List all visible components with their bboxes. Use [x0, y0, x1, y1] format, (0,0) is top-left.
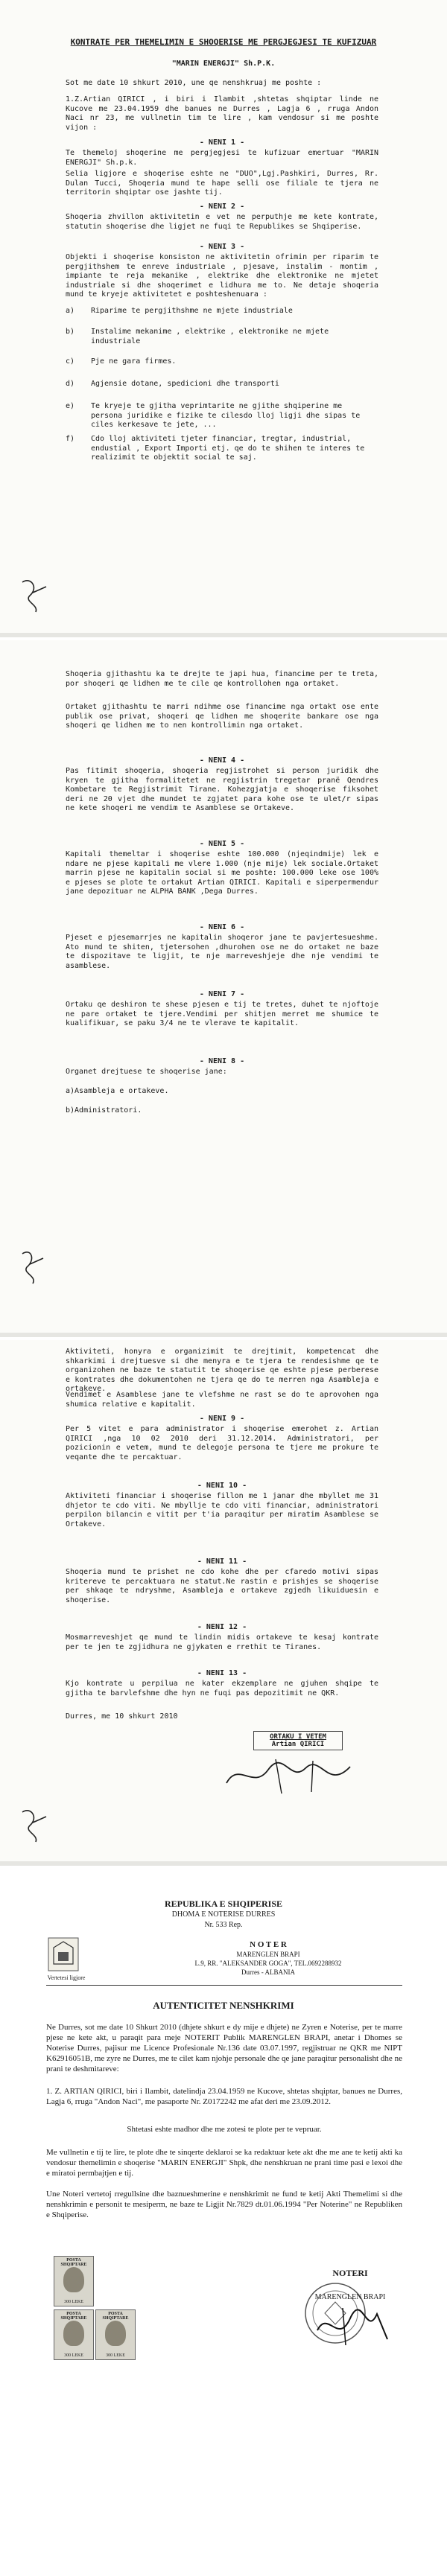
contract-page-2	[0, 640, 447, 1333]
signatory-role: ORTAKU I VETEM	[270, 1733, 326, 1741]
article-heading: - NENI 9 -	[199, 1415, 245, 1423]
notary-paragraph: Me vullnetin e tij te lire, te plote dhe te sinqerte deklaroi se ka redaktuar kete akt dhe me ane te ketij akti ka vendosur themelimin e shoqerise "MARIN ENERGJI" Shpk, dhe nenshkruan ne prani time pasi e lexoi dhe e miratoi permbajtjen e tij.	[46, 2148, 402, 2178]
article-heading: - NENI 11 -	[197, 1558, 247, 1566]
organ-item: a)Asambleja e ortakeve.	[66, 1087, 169, 1095]
list-item: c) Pje ne gara firmes.	[66, 357, 177, 366]
notary-office-title: N O T E R	[250, 1940, 287, 1949]
organ-item: b)Administratori.	[66, 1106, 142, 1115]
stamp-value: 300 LEKE	[64, 2300, 83, 2304]
article-heading: - NENI 7 -	[199, 990, 245, 998]
stamp-value: 300 LEKE	[64, 2353, 83, 2358]
notary-paragraph: Ne Durres, sot me date 10 Shkurt 2010 (dhjete shkurt e dy mije e dhjete) ne Zyren e Noterise, per te marre pjese ne kete akt, u paraqit para meje NOTERIT Publik MARENGLEN BRAPI, anetar i Dhomes se Noterise Durres, pajisur me Licence Profesionale Nr.136 date 03.07.1997, regjistruar ne QKR me NIPT K62916051B, me zyre ne Durres, me te cilet kam njohje personale dhe qe jane paraqitur personalisht dhe ne prani te deshmitareve:	[46, 2023, 402, 2073]
article-heading: - NENI 4 -	[199, 756, 245, 765]
notary-page	[0, 1869, 447, 2576]
contract-page-1	[0, 0, 447, 633]
list-item: d) Agjensie dotane, spedicioni dhe transporti	[66, 380, 279, 388]
page-divider	[0, 1861, 447, 1866]
intro-text: Sot me date 10 shkurt 2010, une qe nenshkruaj me poshte :	[66, 79, 322, 87]
notary-seal-title: NOTERI	[332, 2268, 368, 2278]
article-text: Organet drejtuese te shoqerise jane:	[66, 1068, 227, 1076]
stamp-value: 300 LEKE	[106, 2353, 125, 2358]
article-heading: - NENI 13 -	[197, 1669, 247, 1677]
article-text: Objekti i shoqerise konsiston ne aktivitetin ofrimin per riparim te pergjithshem te enreve industriale , pjesave, instalim - montim , impiante te reja mekanike , elektrike dhe elektronike ne mjetet industriale si dhe shoqerimet e lidhura me to. Ne detaje shoqeria mund te kryeje aktivitetet e poshteshenuara :	[66, 253, 378, 299]
vertetesi-label: Vertetesi ligjore	[47, 1974, 86, 1981]
article-text: Kjo kontrate u perpilua ne kater ekzemplare ne gjuhen shqipe te gjitha te barvlefshme dhe hyn ne fuqi pas depozitimit ne QKR.	[66, 1680, 378, 1697]
stamp-label: POSTA SHQIPTARE	[60, 2258, 87, 2267]
article-text: Shoqeria zhvillon aktivitetin e vet ne perputhje me kete kontrate, statutin shoqerise dhe ligjet ne fuqi te Republikes se Shqiperise.	[66, 213, 378, 231]
list-item: b) Instalime mekanime , elektrike , elektronike ne mjete industriale	[66, 328, 329, 345]
stamp-portrait-icon	[63, 2321, 84, 2346]
notary-seal-name: MARENGLEN BRAPI	[314, 2293, 386, 2301]
article-text: Per 5 vitet e para administrator i shoqerise emerohet z. Artian QIRICI ,nga 10 02 2010 deri 31.12.2014. Administratori, per pozicionin e vetem, mund te delegoje persona te tjere me prokure te veqante dhe te percaktuar.	[66, 1425, 378, 1461]
article-heading: - NENI 12 -	[197, 1623, 247, 1631]
article-text: Mosmarreveshjet qe mund te lindin midis ortakeve te kesaj kontrate per te jen te zgjidhura ne gjykaten e rrethit te Tiranes.	[66, 1633, 378, 1651]
notary-paragraph: Une Noteri vertetoj rregullsine dhe baznueshmerine e nenshkrimit ne fund te ketij Akti Themelimi si dhe nenshkrimin e personit te mesiperm, ne baze te Ligjit Nr.7829 dt.01.06.1994 "Per Noterine" ne Republiken e Shqiperise.	[46, 2190, 402, 2219]
initials-signature	[15, 1243, 52, 1288]
contract-title: KONTRATE PER THEMELIMIN E SHOQERISE ME PERGJEGJESI TE KUFIZUAR	[70, 37, 377, 47]
founder-signature	[224, 1753, 358, 1798]
article-heading: - NENI 8 -	[199, 1057, 245, 1065]
signatory-name: Artian QIRICI	[271, 1741, 325, 1748]
notary-city: Durres - ALBANIA	[241, 1968, 295, 1976]
list-item: f) Cdo lloj aktiviteti tjeter financiar, tregtar, industrial, endustial , Export Importi etj. qe do te shihen te interes te realizimit te objektit social te saj.	[66, 435, 365, 462]
notary-address: L.9, RR. "ALEKSANDER GOGA", TEL.0692288932	[194, 1960, 342, 1967]
paragraph: Vendimet e Asamblese jane te vlefshme ne rast se do te aprovohen nga shumica relative e kapitalit.	[66, 1391, 378, 1409]
paragraph: Shoqeria gjithashtu ka te drejte te japi hua, financime per te treta, por shoqeri qe lidhen me te cile qe kontrollohen nga ortaket.	[66, 670, 378, 688]
article-text: Pjeset e pjesemarrjes ne kapitalin shoqeror jane te pavjertesueshme. Ato mund te shiten, tjetersohen ,dhurohen ose ne do ortaket ne baze te dispozitave te ligjit, te nje marreveshjeje dhe nje vendimi te asamblese.	[66, 934, 378, 970]
republic-title: REPUBLIKA E SHQIPERISE	[164, 1898, 283, 1909]
repertory-number: Nr. 533 Rep.	[204, 1921, 243, 1929]
revenue-stamp	[54, 2256, 94, 2306]
article-text: Shoqeria mund te prishet ne cdo kohe dhe per cfaredo motivi sipas kritereve te percaktuara ne statut.Ne rastin e prishjes se shoqerise per shkaqe te ndryshme, Asambleja e ortakeve zgjedh likuiduesin e shoqerise.	[66, 1568, 378, 1604]
notary-signature	[313, 2301, 395, 2353]
article-heading: - NENI 3 -	[199, 243, 245, 251]
initials-signature	[16, 573, 54, 618]
article-text: Aktiviteti financiar i shoqerise fillon me 1 janar dhe mbyllet me 31 dhjetor te cdo viti. Ne mbyllje te cdo viti financiar, administratori perpilon bilancin e vitit per t'ia paraqitur per miratim Asamblese se Ortakeve.	[66, 1492, 378, 1528]
article-heading: - NENI 1 -	[199, 138, 245, 147]
article-heading: - NENI 2 -	[199, 203, 245, 211]
contract-page-3	[0, 1340, 447, 1861]
article-text: Kapitali themeltar i shoqerise eshte 100.000 (njeqindmije) lek e ndare ne pjese kapitali me vlere 1.000 (nje mije) lek sociale.Ortaket marrin pjese ne kapitalin social si me poshte: 100.000 leke ose 100% e pjeses se plote te ortakut Artian QIRICI. Kapitali e siperpermendur jane depozituar ne ALPHA BANK ,Dega Durres.	[66, 850, 378, 896]
article-text: Selia ligjore e shoqerise eshte ne "DUO",Lgj.Pashkiri, Durres, Rr. Dulan Tucci, Shoqeria mund te hape selli ose filiale te tjera ne territorin shqiptar ose jashte tij.	[66, 170, 378, 197]
stamp-portrait-icon	[63, 2267, 84, 2292]
paragraph: Aktiviteti, honyra e organizimit te drejtimit, kompetencat dhe shkarkimi i drejtuesve si dhe menyra e te tjera te rendesishme qe te organizohen ne baze te statutit te shoqerise qe eshte pjese perberese e kontrates dhe dokumentohen ne tjera qe do te merren nga Asambleja e ortakeve.	[66, 1348, 378, 1393]
capacity-statement: Shtetasi eshte madhor dhe me zotesi te plote per te vepruar.	[127, 2125, 322, 2134]
list-item: e) Te kryeje te gjitha veprimtarite ne gjithe shqiperine me persona juridike e fizike te cilesdo lloj ligji dhe sipas te ciles kerkesave te jete, ...	[66, 402, 361, 429]
company-name: "MARIN ENERGJI" Sh.P.K.	[171, 60, 276, 68]
article-text: Ortaku qe deshiron te shese pjesen e tij te tretes, duhet te njoftoje ne pare ortaket te tjere.Vendimi per shitjen merret me shumice te kualifikuar, se paku 3/4 ne te vlerave te kapitalit.	[66, 1001, 378, 1027]
stamp-portrait-icon	[105, 2321, 126, 2346]
article-heading: - NENI 6 -	[199, 923, 245, 931]
article-heading: - NENI 5 -	[199, 840, 245, 848]
place-date: Durres, me 10 shkurt 2010	[66, 1712, 178, 1721]
initials-signature	[16, 1802, 54, 1846]
header-divider	[46, 1985, 402, 1986]
stamp-label: POSTA SHQIPTARE	[60, 2312, 87, 2321]
notary-emblem-icon	[46, 1936, 80, 1973]
paragraph: Ortaket gjithashtu te marri ndihme ose financime nga ortakt ose ente publik ose privat, shoqeri qe lidhen me shoqerite bankare ose nga shoqeri qe lidhen me to nen kontrollimin nga ortaket.	[66, 703, 378, 730]
article-text: Te themeloj shoqerine me pergjegjesi te kufizuar emertuar "MARIN ENERGJI" Sh.p.k.	[66, 149, 378, 167]
article-heading: - NENI 10 -	[197, 1482, 247, 1490]
list-item: a) Riparime te pergjithshme ne mjete industriale	[66, 307, 293, 315]
stamp-label: POSTA SHQIPTARE	[102, 2312, 129, 2321]
authenticity-title: AUTENTICITET NENSHKRIMI	[153, 2000, 294, 2011]
person-details: 1. Z. ARTIAN QIRICI, biri i Ilambit, datelindja 23.04.1959 ne Kucove, shtetas shqiptar, banues ne Durres, Lagja 6, rruga "Andon Naci", me pasaporte Nr. Z0172242 me afat deri me 23.09.2012.	[46, 2087, 402, 2106]
page-divider	[0, 1333, 447, 1337]
revenue-stamp	[95, 2309, 136, 2360]
revenue-stamp	[54, 2309, 94, 2360]
notary-name: MARENGLEN BRAPI	[236, 1951, 300, 1958]
page-divider	[0, 633, 447, 637]
chamber-title: DHOMA E NOTERISE DURRES	[171, 1910, 276, 1919]
founder-text: 1.Z.Artian QIRICI , i biri i Ilambit ,shtetas shqiptar linde ne Kucove me 23.04.1959 dhe banues ne Durres , Lagja 6 , rruga Andon Naci nr 23, me vullnetin tim te lire , kam vendosur si me poshte vijon :	[66, 95, 378, 132]
signatory-block	[253, 1731, 343, 1750]
article-text: Pas fitimit shoqeria, shoqeria regjistrohet si person juridik dhe kryen te gjitha formalitetet ne regjistrin tregetar pranë Qendres Kombetare te Regjistrimit Tirane. Kohezgjatja e shoqerise fiksohet deri ne 20 vjet dhe mundet te zgjatet para kohe ose te ulet/r sipas ne kete shoqeri me vendim te Asamblese se Ortakeve.	[66, 767, 378, 812]
